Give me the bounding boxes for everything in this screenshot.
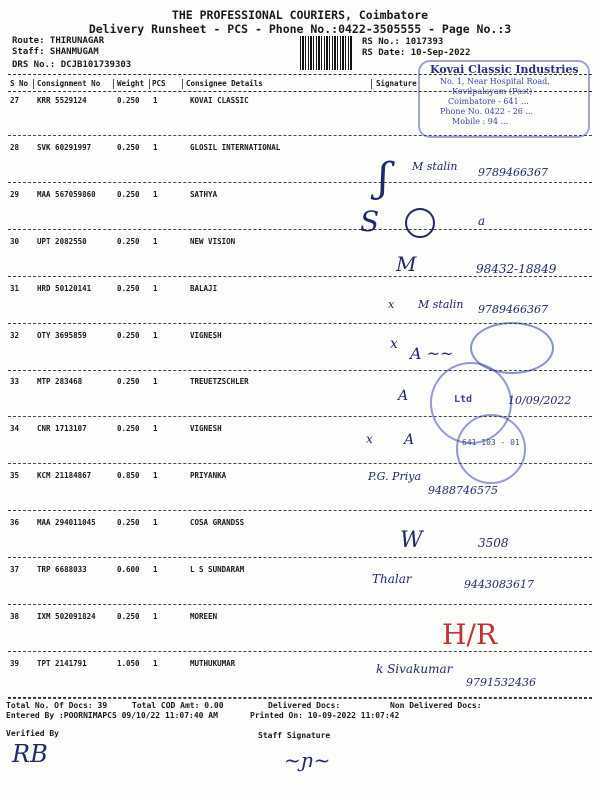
- stamp-line: No. 1, Near Hospital Road,: [440, 77, 550, 86]
- signature-r37-initials: Thalar: [372, 572, 412, 586]
- signature-r39-phone: 9791532436: [466, 676, 536, 689]
- row-consignment: TPT 2141791: [37, 658, 87, 668]
- row-consignee: BALAJI: [190, 283, 218, 293]
- row-divider: [8, 557, 592, 558]
- row-sno: 32: [10, 330, 20, 340]
- signature-r36-value: 3508: [478, 536, 509, 550]
- row-weight: 0.250: [117, 142, 140, 152]
- signature-r32-scribble: A ~~: [410, 344, 454, 363]
- row-weight: 0.850: [117, 471, 140, 481]
- signature-r31-initials: M: [396, 252, 417, 276]
- signature-r37-phone: 9443083617: [464, 578, 534, 591]
- barcode: [300, 36, 352, 70]
- row-sno: 34: [10, 424, 20, 434]
- col-divider: [182, 79, 183, 89]
- footer-rule: [8, 697, 592, 698]
- row-pcs: 1: [153, 377, 158, 387]
- company-title: THE PROFESSIONAL COURIERS, Coimbatore: [171, 8, 429, 22]
- row-consignee: MUTHUKUMAR: [190, 658, 236, 668]
- row-weight: 0.250: [117, 96, 140, 105]
- col-divider: [149, 79, 150, 89]
- entered-by: Entered By :POORNIMAPCS 09/10/22 11:07:40 AM: [6, 711, 218, 720]
- delivered-docs: Delivered Docs:: [268, 701, 341, 710]
- signature-r39-initials: k Sivakumar: [376, 662, 453, 676]
- signature-r35-initials: P.G. Priya: [368, 470, 422, 483]
- verified-by-label: Verified By: [6, 729, 59, 738]
- col-divider: [33, 79, 34, 89]
- row-pcs: 1: [153, 471, 158, 481]
- stamp-r33-text: Ltd: [454, 394, 473, 405]
- row-consignment: HRD 50120141: [37, 283, 92, 293]
- row-consignment: MAA 294011045: [37, 518, 96, 528]
- row-weight: 1.050: [117, 658, 140, 668]
- row-sno: 30: [10, 236, 20, 246]
- row-consignee: PRIYANKA: [190, 471, 227, 481]
- stamp-line: Coimbatore - 641 ...: [448, 97, 529, 106]
- row-consignee: VIGNESH: [190, 424, 222, 434]
- signature-r32-mark: x: [390, 336, 398, 352]
- row-sno: 27: [10, 96, 20, 105]
- signature-r31-phone: 98432-18849: [476, 262, 557, 276]
- signature-r34-initials: A: [404, 432, 415, 448]
- col-divider: [371, 79, 372, 89]
- row-consignee: NEW VISION: [190, 236, 236, 246]
- row-weight: 0.250: [117, 283, 140, 293]
- row-weight: 0.600: [117, 565, 140, 574]
- row-weight: 0.250: [117, 518, 140, 528]
- row-sno: 33: [10, 377, 20, 387]
- row-divider: [8, 510, 592, 511]
- row-consignee: MOREEN: [190, 611, 218, 621]
- col-pcs: PCS: [152, 79, 166, 88]
- row-weight: 0.250: [117, 377, 140, 387]
- stamp-line: Mobile : 94 ...: [452, 117, 509, 126]
- col-sno: S No: [10, 79, 29, 88]
- col-divider: [113, 79, 114, 89]
- runsheet-title: Delivery Runsheet - PCS - Phone No.:0422-3505555 - Page No.:3: [88, 22, 512, 36]
- signature-r29-circle: [405, 208, 435, 238]
- row-pcs: 1: [153, 283, 158, 293]
- signature-r29-mark: a: [478, 214, 486, 228]
- total-cod: Total COD Amt: 0.00: [132, 701, 224, 710]
- signature-r32-x: x: [388, 298, 395, 311]
- row-consignment: KCM 21184867: [37, 471, 92, 481]
- row-divider: [8, 182, 592, 183]
- row-pcs: 1: [153, 189, 158, 199]
- row-consignment: MTP 283468: [37, 377, 83, 387]
- row-weight: 0.250: [117, 330, 140, 340]
- row-consignee: GLOSIL INTERNATIONAL: [190, 142, 281, 152]
- col-signature: Signature: [376, 79, 417, 88]
- stamp-r34-text: 641 103 - 01: [462, 438, 520, 447]
- row-sno: 31: [10, 283, 20, 293]
- signature-r28-initials: M stalin: [412, 160, 458, 173]
- col-weight: Weight: [117, 79, 145, 88]
- stamp-line: Phone No. 0422 - 26 ...: [440, 107, 534, 116]
- row-sno: 36: [10, 518, 20, 528]
- row-consignee: VIGNESH: [190, 330, 222, 340]
- route-label: Route: THIRUNAGAR: [12, 36, 105, 46]
- row-weight: 0.250: [117, 424, 140, 434]
- row-consignment: KRR 5529124: [37, 96, 87, 105]
- row-consignment: SVK 60291997: [37, 142, 92, 152]
- row-pcs: 1: [153, 565, 158, 574]
- row-pcs: 1: [153, 658, 158, 668]
- row-sno: 38: [10, 611, 20, 621]
- row-sno: 39: [10, 658, 20, 668]
- total-docs: Total No. Of Docs: 39: [6, 701, 108, 710]
- row-divider: [8, 604, 592, 605]
- row-divider: [8, 651, 592, 652]
- row-divider: [8, 229, 592, 230]
- row-consignee: KOVAI CLASSIC: [190, 96, 249, 105]
- row-sno: 29: [10, 189, 20, 199]
- row-sno: 28: [10, 142, 20, 152]
- row-weight: 0.250: [117, 611, 140, 621]
- row-consignment: OTY 3695859: [37, 330, 87, 340]
- row-consignment: MAA 567059860: [37, 189, 96, 199]
- row-consignment: TRP 6688033: [37, 565, 87, 574]
- row-consignee: TREUETZSCHLER: [190, 377, 249, 387]
- signature-r32-initials: M stalin: [418, 298, 464, 311]
- stamp-line: Kovilpalayam (Post): [452, 87, 533, 96]
- row-pcs: 1: [153, 424, 158, 434]
- signature-r29-scribble: S: [360, 205, 380, 238]
- row-consignment: UPT 2082550: [37, 236, 87, 246]
- staff-label: Staff: SHANMUGAM: [12, 47, 99, 57]
- row-weight: 0.250: [117, 236, 140, 246]
- row-sno: 37: [10, 565, 20, 574]
- signature-r28-scribble: ʃ: [378, 155, 389, 201]
- row-consignee: L S SUNDARAM: [190, 565, 245, 574]
- row-pcs: 1: [153, 330, 158, 340]
- staff-signature: ~ɲ~: [284, 748, 331, 772]
- row-pcs: 1: [153, 96, 158, 105]
- row-weight: 0.250: [117, 189, 140, 199]
- row-pcs: 1: [153, 611, 158, 621]
- col-consignment: Consignment No: [37, 79, 101, 88]
- row-consignment: CNR 1713107: [37, 424, 87, 434]
- row-consignment: IXM 502091824: [37, 611, 96, 621]
- stamp-company-name: Kovai Classic Industries: [430, 63, 579, 76]
- rs-date: RS Date: 10-Sep-2022: [362, 48, 471, 58]
- printed-on: Printed On: 10-09-2022 11:07:42: [250, 711, 400, 720]
- verified-signature: RB: [12, 740, 48, 768]
- row-consignee: COSA GRANDSS: [190, 518, 245, 528]
- row-sno: 35: [10, 471, 20, 481]
- stamp-r34: [456, 414, 526, 484]
- signature-r35-phone: 9488746575: [428, 484, 498, 497]
- signature-r33-mark: A: [398, 388, 409, 404]
- signature-r38-hr: H/R: [442, 618, 497, 651]
- col-consignee: Consignee Details: [186, 79, 263, 88]
- rs-number: RS No.: 1017393: [362, 37, 444, 47]
- row-pcs: 1: [153, 518, 158, 528]
- signature-r34-x: x: [366, 432, 373, 446]
- drs-number: DRS No.: DCJB101739303: [12, 60, 132, 70]
- non-delivered-docs: Non Delivered Docs:: [390, 701, 482, 710]
- row-consignee: SATHYA: [190, 189, 218, 199]
- row-pcs: 1: [153, 142, 158, 152]
- staff-signature-label: Staff Signature: [258, 731, 331, 740]
- signature-r28-phone: 9789466367: [478, 166, 548, 179]
- row-pcs: 1: [153, 236, 158, 246]
- stamp-r33-date: 10/09/2022: [508, 394, 572, 407]
- signature-r32-phone: 9789466367: [478, 303, 548, 316]
- signature-r36-scribble: W: [400, 528, 423, 553]
